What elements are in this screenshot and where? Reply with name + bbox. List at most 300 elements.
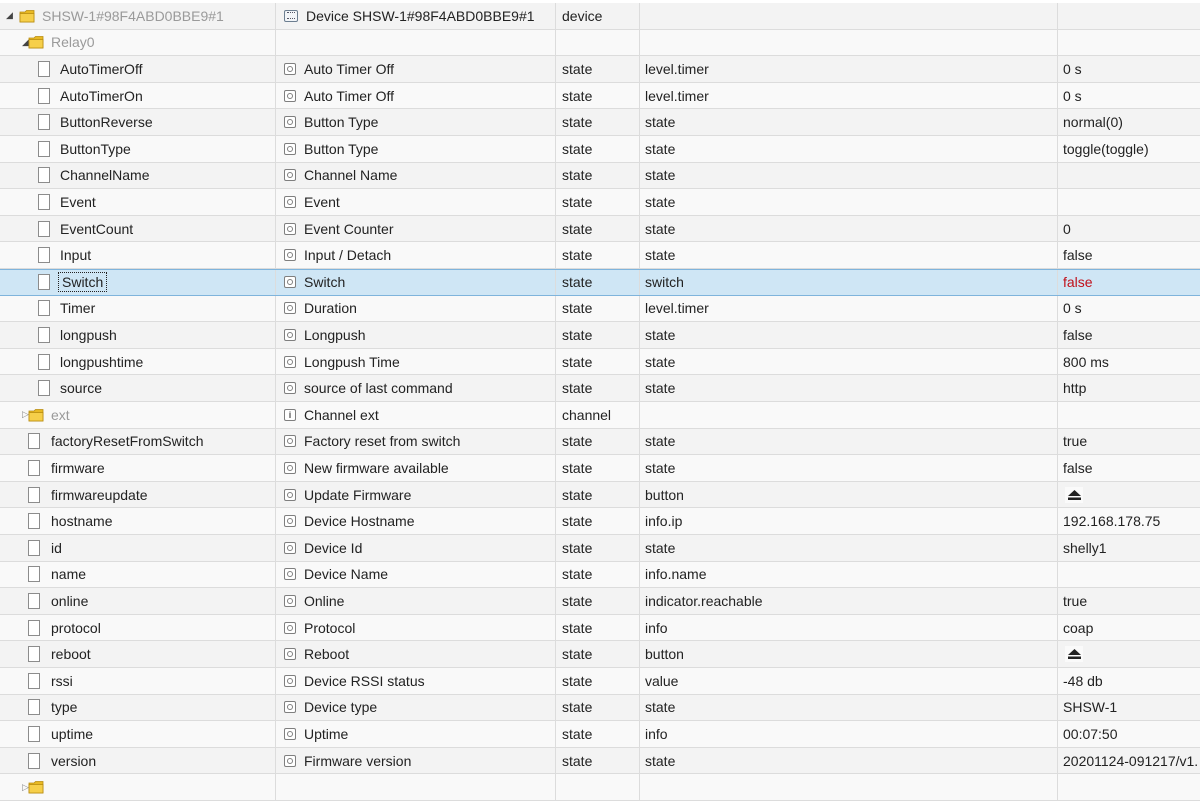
object-role: level.timer [645, 60, 709, 77]
object-type: channel [562, 406, 612, 423]
state-file-icon [38, 274, 50, 290]
name-cell[interactable] [0, 296, 276, 322]
title-cell [276, 270, 556, 295]
collapse-arrow-icon[interactable]: ◢ [22, 36, 29, 47]
object-title: Auto Timer Off [304, 60, 394, 77]
object-title: Input / Detach [304, 247, 392, 264]
value-cell[interactable] [1058, 136, 1200, 162]
value-cell[interactable] [1058, 83, 1200, 109]
value-cell[interactable] [1058, 774, 1200, 800]
object-value: 0 s [1063, 300, 1082, 317]
state-file-icon [38, 221, 50, 237]
title-cell [276, 615, 556, 641]
folder-icon [28, 408, 44, 422]
table-row[interactable] [0, 349, 1200, 376]
object-type: device [562, 7, 603, 24]
object-role: info [645, 725, 668, 742]
object-name: firmware [51, 459, 105, 476]
state-icon [284, 249, 296, 261]
state-file-icon [28, 699, 40, 715]
object-value: 00:07:50 [1063, 725, 1118, 742]
object-type: state [562, 140, 593, 157]
object-name: rssi [51, 672, 73, 689]
role-cell [640, 588, 1058, 614]
title-cell [276, 668, 556, 694]
role-cell [640, 668, 1058, 694]
object-type: state [562, 60, 593, 77]
value-cell[interactable] [1058, 30, 1200, 56]
type-cell [556, 30, 640, 56]
state-icon [284, 90, 296, 102]
state-icon [284, 568, 296, 580]
expand-arrow-icon[interactable]: ▷ [22, 781, 29, 792]
state-icon [284, 329, 296, 341]
state-file-icon [38, 141, 50, 157]
title-cell [276, 774, 556, 800]
name-cell[interactable] [0, 109, 276, 135]
value-cell[interactable] [1058, 296, 1200, 322]
type-cell [556, 668, 640, 694]
type-cell [556, 216, 640, 242]
object-title: Event [304, 193, 340, 210]
object-name: Event [60, 193, 96, 210]
title-cell [276, 375, 556, 401]
object-title: Protocol [304, 619, 356, 636]
role-cell [640, 30, 1058, 56]
role-cell [640, 349, 1058, 375]
table-row[interactable] [0, 588, 1200, 615]
object-name: longpush [60, 326, 117, 343]
title-cell [276, 482, 556, 508]
state-file-icon [38, 88, 50, 104]
name-cell[interactable] [0, 641, 276, 667]
object-role: level.timer [645, 300, 709, 317]
state-icon [284, 755, 296, 767]
role-cell [640, 402, 1058, 428]
object-type: state [562, 459, 593, 476]
object-value: true [1063, 433, 1088, 450]
name-cell[interactable] [0, 695, 276, 721]
object-name: Input [60, 247, 92, 264]
name-cell[interactable] [0, 375, 276, 401]
name-cell[interactable] [0, 270, 276, 295]
object-type: state [562, 513, 593, 530]
object-value: 0 s [1063, 87, 1082, 104]
value-cell[interactable] [1058, 56, 1200, 82]
object-role: indicator.reachable [645, 592, 763, 609]
object-type: state [562, 300, 593, 317]
object-type: state [562, 752, 593, 769]
title-cell [276, 189, 556, 215]
table-row[interactable] [0, 375, 1200, 402]
table-row[interactable] [0, 482, 1200, 509]
table-row[interactable] [0, 402, 1200, 429]
role-cell [640, 455, 1058, 481]
table-row[interactable] [0, 668, 1200, 695]
state-icon [284, 302, 296, 314]
object-value: 0 s [1063, 60, 1082, 77]
type-cell [556, 83, 640, 109]
state-file-icon [28, 487, 40, 503]
state-file-icon [28, 566, 40, 582]
object-title: Button Type [304, 140, 379, 157]
object-type: state [562, 433, 593, 450]
type-cell [556, 270, 640, 295]
title-cell [276, 30, 556, 56]
value-cell[interactable] [1058, 270, 1200, 295]
type-cell [556, 109, 640, 135]
role-cell [640, 429, 1058, 455]
object-value: shelly1 [1063, 539, 1107, 556]
state-icon [284, 223, 296, 235]
state-file-icon [28, 513, 40, 529]
eject-icon [1068, 649, 1081, 659]
value-cell[interactable] [1058, 163, 1200, 189]
object-title: source of last command [304, 380, 453, 397]
role-cell [640, 3, 1058, 29]
title-cell [276, 242, 556, 268]
object-title: Device RSSI status [304, 672, 425, 689]
value-cell[interactable] [1058, 402, 1200, 428]
trigger-button[interactable] [1065, 487, 1083, 503]
object-name: type [51, 699, 78, 716]
table-row[interactable] [0, 83, 1200, 110]
state-icon [284, 462, 296, 474]
title-cell [276, 588, 556, 614]
object-value: toggle(toggle) [1063, 140, 1149, 157]
state-file-icon [38, 327, 50, 343]
role-cell [640, 641, 1058, 667]
object-value: http [1063, 380, 1087, 397]
value-cell[interactable] [1058, 641, 1200, 667]
object-name: uptime [51, 725, 94, 742]
name-cell[interactable] [0, 402, 276, 428]
trigger-button[interactable] [1065, 646, 1083, 662]
role-cell [640, 296, 1058, 322]
state-file-icon [28, 726, 40, 742]
role-cell [640, 109, 1058, 135]
name-cell[interactable] [0, 56, 276, 82]
table-row[interactable] [0, 109, 1200, 136]
object-role: switch [645, 274, 684, 291]
value-cell[interactable] [1058, 588, 1200, 614]
name-cell[interactable] [0, 163, 276, 189]
type-cell [556, 322, 640, 348]
object-role: level.timer [645, 87, 709, 104]
object-name: ButtonReverse [60, 114, 153, 131]
object-role: state [645, 247, 676, 264]
object-title: Longpush Time [304, 353, 400, 370]
role-cell [640, 216, 1058, 242]
state-file-icon [28, 673, 40, 689]
object-title: Reboot [304, 646, 350, 663]
value-cell[interactable] [1058, 189, 1200, 215]
role-cell [640, 56, 1058, 82]
title-cell [276, 562, 556, 588]
object-value: 800 ms [1063, 353, 1109, 370]
title-cell [276, 429, 556, 455]
type-cell [556, 375, 640, 401]
name-cell[interactable] [0, 774, 276, 800]
value-cell[interactable] [1058, 668, 1200, 694]
title-cell [276, 109, 556, 135]
state-icon [284, 116, 296, 128]
object-name: Timer [60, 300, 96, 317]
object-title: Uptime [304, 725, 349, 742]
expand-arrow-icon[interactable]: ▷ [22, 409, 29, 420]
object-title: Channel Name [304, 167, 398, 184]
object-value: false [1063, 274, 1093, 291]
table-row[interactable] [0, 641, 1200, 668]
table-row[interactable] [0, 322, 1200, 349]
object-name: source [60, 380, 103, 397]
state-icon [284, 675, 296, 687]
state-icon [284, 648, 296, 660]
table-row[interactable] [0, 3, 1200, 30]
object-type: state [562, 380, 593, 397]
role-cell [640, 136, 1058, 162]
title-cell [276, 508, 556, 534]
type-cell [556, 296, 640, 322]
role-cell [640, 721, 1058, 747]
role-cell [640, 189, 1058, 215]
object-role: state [645, 699, 676, 716]
value-cell[interactable] [1058, 216, 1200, 242]
table-row[interactable] [0, 748, 1200, 775]
state-icon [284, 489, 296, 501]
object-name: Switch [62, 274, 104, 291]
object-type: state [562, 326, 593, 343]
state-file-icon [28, 620, 40, 636]
name-cell[interactable] [0, 429, 276, 455]
object-type: state [562, 592, 593, 609]
type-cell [556, 588, 640, 614]
role-cell [640, 562, 1058, 588]
object-name: ext [51, 406, 70, 423]
value-cell[interactable] [1058, 535, 1200, 561]
object-type: state [562, 87, 593, 104]
table-row[interactable] [0, 30, 1200, 57]
type-cell [556, 774, 640, 800]
object-role: button [645, 646, 684, 663]
name-cell[interactable] [0, 668, 276, 694]
object-title: Device Hostname [304, 513, 415, 530]
title-cell [276, 3, 556, 29]
object-title: Firmware version [304, 752, 412, 769]
name-cell[interactable] [0, 189, 276, 215]
state-icon [284, 276, 296, 288]
title-cell [276, 216, 556, 242]
object-type: state [562, 539, 593, 556]
value-cell[interactable] [1058, 322, 1200, 348]
eject-icon [1068, 490, 1081, 500]
value-cell[interactable] [1058, 109, 1200, 135]
state-file-icon [38, 380, 50, 396]
title-cell [276, 56, 556, 82]
type-cell [556, 429, 640, 455]
role-cell [640, 508, 1058, 534]
role-cell [640, 695, 1058, 721]
value-cell[interactable] [1058, 3, 1200, 29]
state-file-icon [38, 247, 50, 263]
role-cell [640, 83, 1058, 109]
object-name: version [51, 752, 97, 769]
role-cell [640, 242, 1058, 268]
name-cell[interactable] [0, 588, 276, 614]
name-cell[interactable] [0, 535, 276, 561]
object-name: firmwareupdate [51, 486, 148, 503]
object-name: hostname [51, 513, 113, 530]
value-cell[interactable] [1058, 455, 1200, 481]
table-row[interactable] [0, 296, 1200, 323]
title-cell [276, 748, 556, 774]
type-cell [556, 163, 640, 189]
type-cell [556, 242, 640, 268]
object-type: state [562, 672, 593, 689]
object-title: Device SHSW-1#98F4ABD0BBE9#1 [306, 7, 535, 24]
object-title: Device Id [304, 539, 363, 556]
state-icon [284, 542, 296, 554]
table-row[interactable] [0, 615, 1200, 642]
object-role: state [645, 752, 676, 769]
object-title: Device Name [304, 566, 389, 583]
object-title: Longpush [304, 326, 366, 343]
table-row[interactable] [0, 429, 1200, 456]
name-cell[interactable] [0, 748, 276, 774]
state-icon [284, 728, 296, 740]
object-title: Online [304, 592, 345, 609]
object-role: value [645, 672, 679, 689]
name-cell[interactable] [0, 721, 276, 747]
object-role: info.name [645, 566, 707, 583]
table-row[interactable] [0, 535, 1200, 562]
name-cell[interactable] [0, 242, 276, 268]
object-role: state [645, 220, 676, 237]
folder-icon [28, 780, 44, 794]
object-type: state [562, 353, 593, 370]
table-row[interactable] [0, 163, 1200, 190]
object-value: SHSW-1 [1063, 699, 1118, 716]
title-cell [276, 322, 556, 348]
title-cell [276, 136, 556, 162]
type-cell [556, 615, 640, 641]
name-cell[interactable] [0, 30, 276, 56]
name-cell[interactable] [0, 136, 276, 162]
object-value: false [1063, 247, 1093, 264]
state-file-icon [28, 433, 40, 449]
name-cell[interactable] [0, 216, 276, 242]
value-cell[interactable] [1058, 375, 1200, 401]
value-cell[interactable] [1058, 562, 1200, 588]
table-row[interactable] [0, 242, 1200, 269]
object-type: state [562, 247, 593, 264]
value-cell[interactable] [1058, 429, 1200, 455]
type-cell [556, 3, 640, 29]
object-value: false [1063, 459, 1093, 476]
role-cell [640, 615, 1058, 641]
state-file-icon [38, 354, 50, 370]
value-cell[interactable] [1058, 615, 1200, 641]
table-row[interactable] [0, 508, 1200, 535]
name-cell[interactable] [0, 482, 276, 508]
object-type: state [562, 114, 593, 131]
name-cell[interactable] [0, 349, 276, 375]
name-cell[interactable] [0, 562, 276, 588]
table-row[interactable] [0, 695, 1200, 722]
object-type: state [562, 220, 593, 237]
table-row[interactable] [0, 216, 1200, 243]
role-cell [640, 322, 1058, 348]
name-cell[interactable] [0, 615, 276, 641]
name-cell[interactable] [0, 83, 276, 109]
object-type: state [562, 193, 593, 210]
object-role: state [645, 167, 676, 184]
role-cell [640, 375, 1058, 401]
table-row[interactable] [0, 721, 1200, 748]
object-type: state [562, 646, 593, 663]
title-cell [276, 296, 556, 322]
type-cell [556, 748, 640, 774]
value-cell[interactable] [1058, 695, 1200, 721]
state-icon [284, 63, 296, 75]
table-row[interactable] [0, 562, 1200, 589]
object-type: state [562, 274, 593, 291]
object-title: Duration [304, 300, 357, 317]
object-title: Switch [304, 274, 346, 291]
type-cell [556, 535, 640, 561]
type-cell [556, 721, 640, 747]
value-cell[interactable] [1058, 508, 1200, 534]
object-value: 20201124-091217/v1. [1063, 752, 1199, 769]
role-cell [640, 163, 1058, 189]
title-cell [276, 535, 556, 561]
table-row[interactable] [0, 774, 1200, 801]
title-cell [276, 349, 556, 375]
object-name: protocol [51, 619, 101, 636]
name-cell[interactable] [0, 322, 276, 348]
state-file-icon [28, 753, 40, 769]
value-cell[interactable] [1058, 349, 1200, 375]
name-cell[interactable] [0, 508, 276, 534]
object-role: state [645, 380, 676, 397]
value-cell[interactable] [1058, 748, 1200, 774]
table-row[interactable] [0, 56, 1200, 83]
name-cell[interactable] [0, 3, 276, 29]
value-cell[interactable] [1058, 721, 1200, 747]
collapse-arrow-icon[interactable]: ◢ [6, 10, 13, 21]
object-name: name [51, 566, 87, 583]
object-name: longpushtime [60, 353, 144, 370]
object-name: Relay0 [51, 34, 95, 51]
value-cell[interactable] [1058, 242, 1200, 268]
object-type: state [562, 167, 593, 184]
value-cell[interactable] [1058, 482, 1200, 508]
name-cell[interactable] [0, 455, 276, 481]
role-cell [640, 270, 1058, 295]
table-row[interactable] [0, 136, 1200, 163]
title-cell [276, 163, 556, 189]
state-icon [284, 622, 296, 634]
state-file-icon [28, 646, 40, 662]
table-row[interactable] [0, 455, 1200, 482]
table-row[interactable] [0, 269, 1200, 296]
object-title: Auto Timer Off [304, 87, 394, 104]
object-title: Factory reset from switch [304, 433, 461, 450]
role-cell [640, 482, 1058, 508]
type-cell [556, 508, 640, 534]
table-row[interactable] [0, 189, 1200, 216]
object-value: true [1063, 592, 1088, 609]
